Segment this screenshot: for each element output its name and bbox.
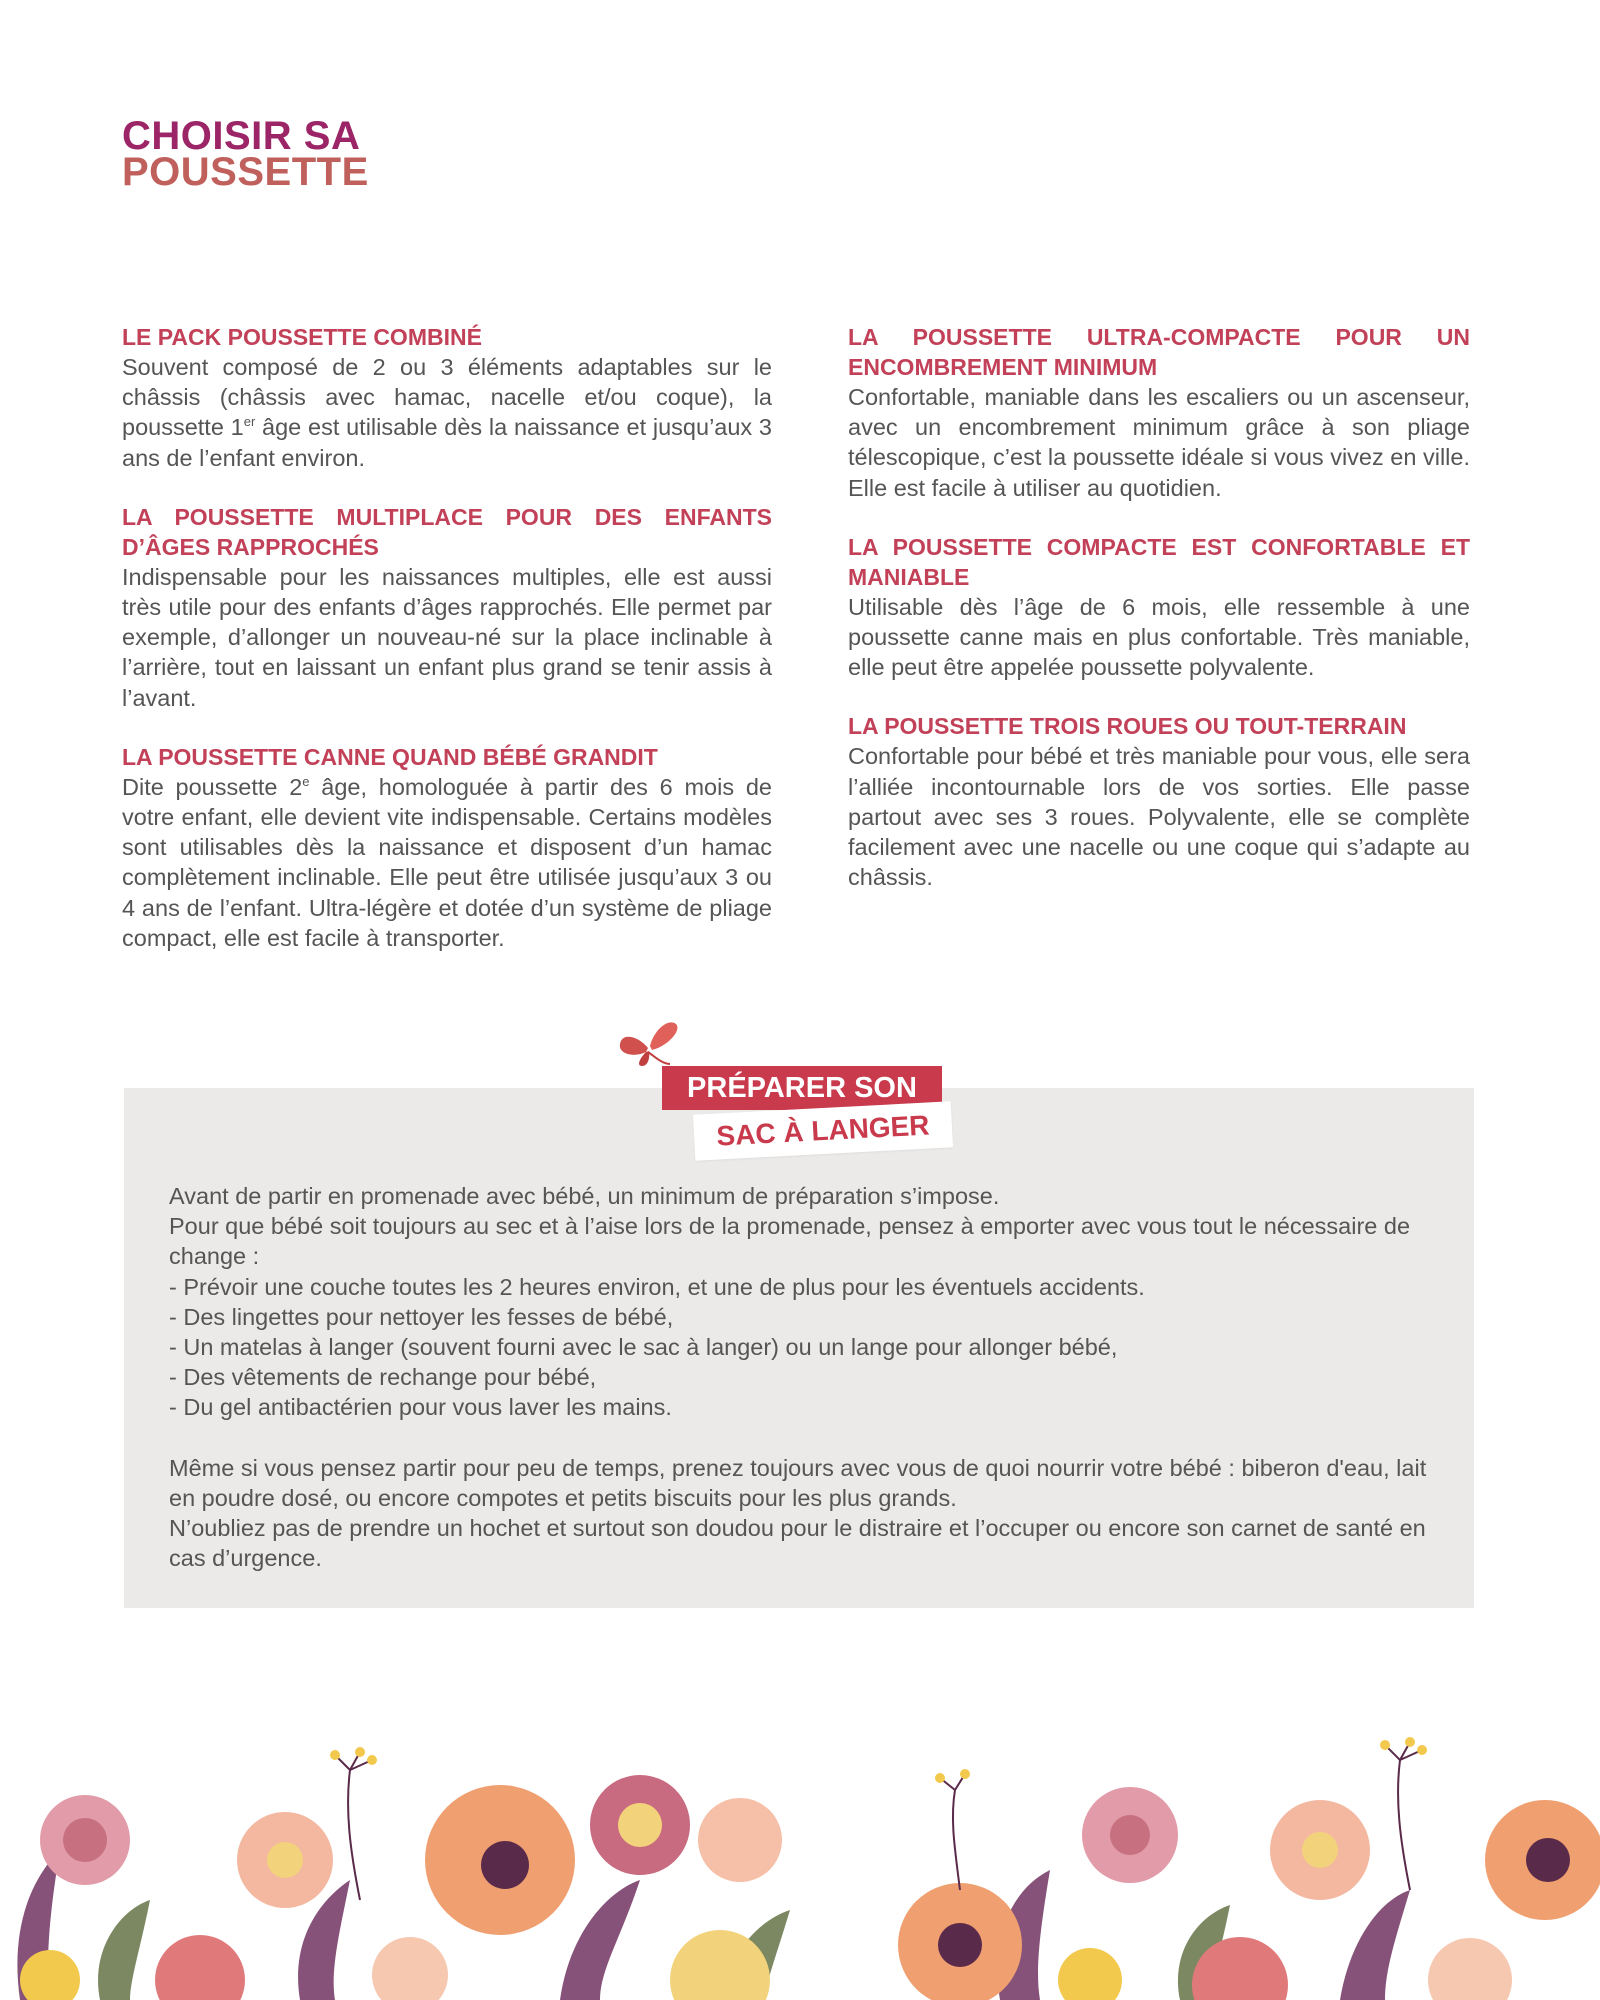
section-text: Confortable, maniable dans les escaliers ou un ascenseur, avec un encombrement minimum grâce à son pliage télescopique, c’est la poussette idéale si vous vivez en ville. Elle est facile à utiliser au quotidien. [848,384,1470,501]
section-text: Utilisable dès l’âge de 6 mois, elle ressemble à une poussette canne mais en plus confortable. Très maniable, elle peut être appelée poussette polyvalente. [848,593,1470,681]
diaper-bag-text [169,1181,1449,1573]
page-title-line-1: CHOISIR SA [122,114,361,158]
box-outro-2: N’oubliez pas de prendre un hochet et surtout son doudou pour le distraire et l’occuper ou encore son carnet de santé en cas d’urgence. [169,1515,1426,1572]
banner-line-2: SAC À LANGER [693,1101,953,1160]
section-text: Indispensable pour les naissances multiples, elle est aussi très utile pour des enfants d’âges rapprochés. Elle permet par exemple, d’allonger un nouveau-né sur la place inclinable à l’arrière, tout en laissant un enfant plus grand se tenir assis à l’avant. [122,563,772,711]
section-pack-combine [122,322,772,473]
section-heading: LA POUSSETTE ULTRA-COMPACTE POUR UN ENCOMBREMENT MINIMUM [848,324,1470,380]
page-title-line-2: POUSSETTE [122,150,369,194]
list-item: - Des vêtements de rechange pour bébé, [169,1364,597,1391]
butterfly-icon [618,1018,680,1068]
checklist [169,1272,1449,1423]
list-item: - Un matelas à langer (souvent fourni avec le sac à langer) ou un lange pour allonger bébé, [169,1334,1118,1361]
section-heading: LA POUSSETTE TROIS ROUES OU TOUT-TERRAIN [848,713,1407,740]
section-text: Dite poussette 2e âge, homologuée à partir des 6 mois de votre enfant, elle devient vite indispensable. Certains modèles sont utilisables dès la naissance et disposent d’un hamac complètement inclinable. Elle peut être utilisée jusqu’aux 3 ou 4 ans de l’enfant. Ultra-légère et dotée d’un système de pliage compact, elle est facile à transporter. [122,773,772,951]
section-ultra-compacte [848,322,1470,503]
section-heading: LA POUSSETTE COMPACTE EST CONFORTABLE ET MANIABLE [848,533,1470,590]
section-multiplace [122,502,772,713]
section-text: Souvent composé de 2 ou 3 éléments adaptables sur le châssis (châssis avec hamac, nacelle et/ou coque), la poussette 1er âge est utilisable dès la naissance et jusqu’aux 3 ans de l’enfant environ. [122,354,772,471]
section-compacte [848,532,1470,683]
banner-line-1: PRÉPARER SON [662,1066,942,1110]
section-heading: LA POUSSETTE MULTIPLACE POUR DES ENFANTS D’ÂGES RAPPROCHÉS [122,503,772,560]
list-item: - Des lingettes pour nettoyer les fesses de bébé, [169,1303,674,1330]
list-item: - Prévoir une couche toutes les 2 heures environ, et une de plus pour les éventuels accidents. [169,1273,1145,1300]
box-intro-1: Avant de partir en promenade avec bébé, un minimum de préparation s’impose. [169,1183,1000,1209]
section-canne [122,742,772,953]
left-column [122,322,772,982]
list-item: - Du gel antibactérien pour vous laver les mains. [169,1394,672,1421]
section-text: Confortable pour bébé et très maniable pour vous, elle sera l’alliée incontournable lors de vos sorties. Elle passe partout avec ses 3 roues. Polyvalente, elle se complète facilement avec une nacelle ou une coque qui s’adapte au châssis. [848,743,1470,891]
floral-border-illustration [0,1730,1600,2000]
box-intro-2: Pour que bébé soit toujours au sec et à l’aise lors de la promenade, pensez à emporter avec vous tout le nécessaire de change : [169,1213,1411,1270]
section-heading: LA POUSSETTE CANNE QUAND BÉBÉ GRANDIT [122,743,658,770]
page-title [122,114,369,194]
box-outro-1: Même si vous pensez partir pour peu de temps, prenez toujours avec vous de quoi nourrir votre bébé : biberon d'eau, lait en poudre dosé, ou encore compotes et petits biscuits pour les plus grands. [169,1454,1427,1511]
section-heading: LE PACK POUSSETTE COMBINÉ [122,324,482,350]
right-column [848,322,1470,921]
section-trois-roues [848,711,1470,892]
